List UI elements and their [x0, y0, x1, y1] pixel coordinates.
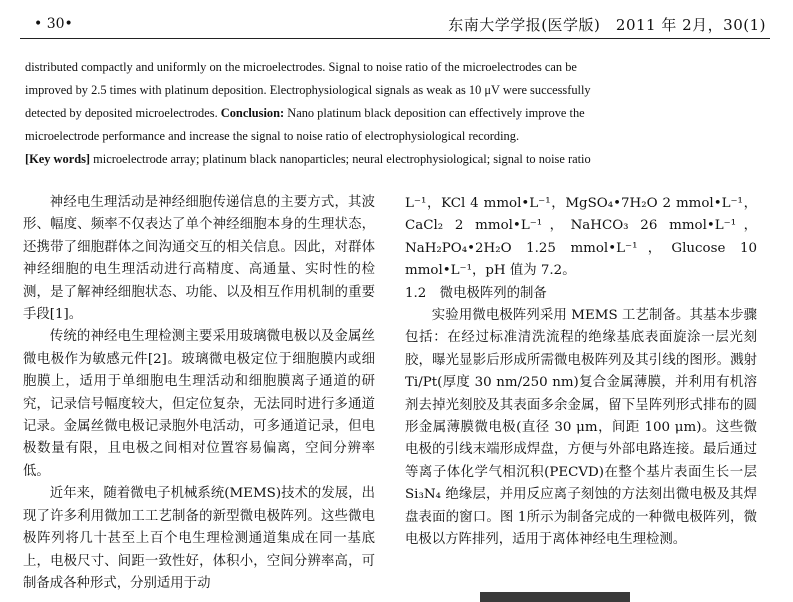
abstract-line: distributed compactly and uniformly on the microelectrodes. Signal to noise ratio of the microelectrodes can be [25, 60, 577, 74]
journal-title: 东南大学学报(医学版) 2011 年 2月，30(1) [448, 16, 766, 34]
keywords-text: microelectrode array; platinum black nanoparticles; neural electrophysiological; signal to noise ratio [93, 152, 591, 166]
abstract-text: Nano platinum black deposition can effectively improve the [287, 106, 585, 120]
right-column [405, 193, 757, 552]
abstract-line: improved by 2.5 times with platinum deposition. Electrophysiological signals as weak as 10 μV were successfully [25, 83, 591, 97]
abstract-text: detected by deposited microelectrodes. [25, 106, 218, 120]
page-header [20, 12, 770, 39]
paragraph: 神经电生理活动是神经细胞传递信息的主要方式，其波形、幅度、频率不仅表达了单个神经细胞本身的生理状态，还携带了细胞群体之间沟通交互的相关信息。因此，对群体神经细胞的电生理活动进行高精度、高通量、实时性的检测，是了解神经细胞状态、功能、以及相互作用机制的重要手段[1]。 [23, 195, 375, 323]
abstract-line: microelectrode performance and increase the signal to noise ratio of electrophysiological recording. [25, 129, 520, 143]
section-heading: 1.2 微电极阵列的制备 [405, 285, 547, 301]
abstract-line [25, 102, 725, 125]
page-number: • 30• [34, 16, 73, 32]
paragraph-continued: L⁻¹，KCl 4 mmol•L⁻¹，MgSO₄•7H₂O 2 mmol•L⁻¹，CaCl₂ 2 mmol•L⁻¹，NaHCO₃ 26 mmol•L⁻¹，NaH₂PO₄•2H₂O 1.25 mmol•L⁻¹，Glucose 10 mmol•L⁻¹，pH 值为 7.2。 [405, 196, 757, 279]
conclusion-label: Conclusion: [220, 106, 285, 120]
paragraph: 传统的神经电生理检测主要采用玻璃微电极以及金属丝微电极作为敏感元件[2]。玻璃微电极定位于细胞膜内或细胞膜上，适用于单细胞电生理活动和细胞膜离子通道的研究，记录信号幅度较大，但定位复杂，无法同时进行多通道记录。金属丝微电极记录胞外电活动，可多通道记录，但电极数量有限，且电极之间相对位置容易偏离，空间分辨率低。 [23, 329, 375, 479]
paragraph: 实验用微电极阵列采用 MEMS 工艺制备。其基本步骤包括：在经过标准清洗流程的绝缘基底表面旋涂一层光刻胶，曝光显影后形成所需微电极阵列及其引线的图形。溅射 Ti/Pt(厚度 30 nm/250 nm)复合金属薄膜，并利用有机溶剂去掉光刻胶及其表面多余金属，留下呈阵列形式排布的圆形金属薄膜微电极(直径 30 μm，间距 100 μm)。这些微电极的引线末端形成焊盘，方便与外部电路连接。最后通过等离子体化学气相沉积(PECVD)在整个基片表面生长一层 Si₃N₄ 绝缘层，并用反应离子刻蚀的方法刻出微电极及其焊盘表面的窗口。图 1所示为制备完成的一种微电极阵列，微电极以方阵排列，适用于离体神经电生理检测。 [405, 308, 757, 548]
keywords-label: [Key words] [25, 152, 91, 166]
keywords-line [25, 148, 725, 171]
paragraph: 近年来，随着微电子机械系统(MEMS)技术的发展，出现了许多利用微加工工艺制备的新型微电极阵列。这些微电极阵列将几十甚至上百个电生理检测通道集成在同一基底上，电极尺寸、间距一致性好，体积小，空间分辨率高，可制备成各种形式，分别适用于动 [23, 486, 375, 591]
abstract-block [25, 56, 725, 171]
figure-image-edge [480, 592, 630, 602]
left-column [23, 192, 375, 595]
